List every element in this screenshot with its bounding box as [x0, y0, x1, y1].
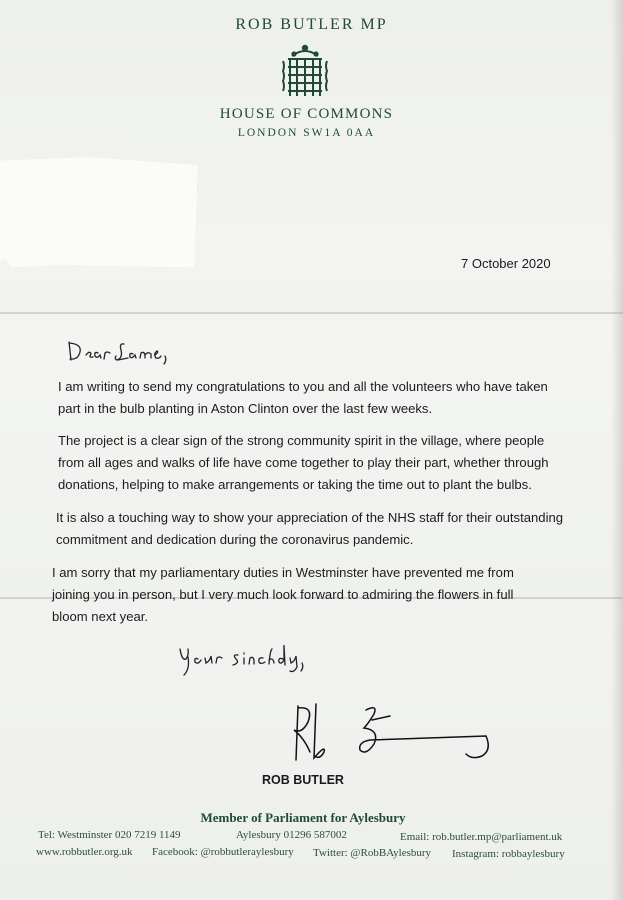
footer-facebook: Facebook: @robbutleraylesbury: [152, 846, 294, 858]
paragraph-line: bloom next year.: [52, 609, 149, 624]
letter-date: 7 October 2020: [461, 256, 551, 271]
footer-member-line: Member of Parliament for Aylesbury: [200, 810, 406, 825]
handwritten-salutation: [66, 338, 186, 366]
paragraph-line: joining you in person, but I very much look forward to admiring the flowers in full: [52, 587, 514, 602]
paragraph-line: part in the bulb planting in Aston Clinton over the last few weeks.: [58, 401, 433, 416]
footer-tel-aylesbury: Aylesbury 01296 587002: [236, 829, 347, 841]
footer-email: Email: rob.butler.mp@parliament.uk: [400, 831, 563, 843]
letter-paragraph-2: [58, 430, 568, 496]
footer-tel-westminster: Tel: Westminster 020 7219 1149: [38, 829, 181, 841]
letterhead-institution: HOUSE OF COMMONS: [219, 106, 394, 122]
handwritten-signature: [286, 700, 492, 770]
paragraph-line: The project is a clear sign of the strong community spirit in the village, where people: [58, 433, 545, 448]
footer-instagram: Instagram: robbaylesbury: [452, 848, 565, 860]
signoff-text: Yours sincerely,: [176, 641, 183, 642]
portcullis-icon: [282, 44, 328, 100]
letter-paragraph-4: [52, 562, 562, 628]
paper-fold: [0, 312, 623, 314]
paragraph-line: commitment and dedication during the coronavirus pandemic.: [56, 532, 414, 547]
letter-paragraph-1: [58, 376, 568, 420]
footer-twitter: Twitter: @RobBAylesbury: [313, 847, 432, 859]
letterhead-mp-name: ROB BUTLER MP: [235, 16, 388, 33]
footer-website: www.robbutler.org.uk: [36, 846, 133, 858]
paragraph-line: I am writing to send my congratulations to you and all the volunteers who have taken: [58, 379, 548, 394]
handwritten-signoff: [176, 641, 326, 687]
paragraph-line: I am sorry that my parliamentary duties in Westminster have prevented me from: [52, 565, 514, 580]
paragraph-line: It is also a touching way to show your appreciation of the NHS staff for their outstanding: [56, 510, 564, 525]
letterhead-address: LONDON SW1A 0AA: [237, 127, 376, 139]
address-redaction-sticker: [0, 155, 198, 268]
letter-paragraph-3: [56, 507, 566, 551]
signature-name: ROB BUTLER: [262, 773, 344, 787]
paragraph-line: from all ages and walks of life have come together to play their part, whether through: [58, 455, 549, 470]
salutation-text: Dear Lamne,: [66, 338, 72, 339]
paragraph-line: donations, helping to make arrangements or taking the time out to plant the bulbs.: [58, 477, 532, 492]
